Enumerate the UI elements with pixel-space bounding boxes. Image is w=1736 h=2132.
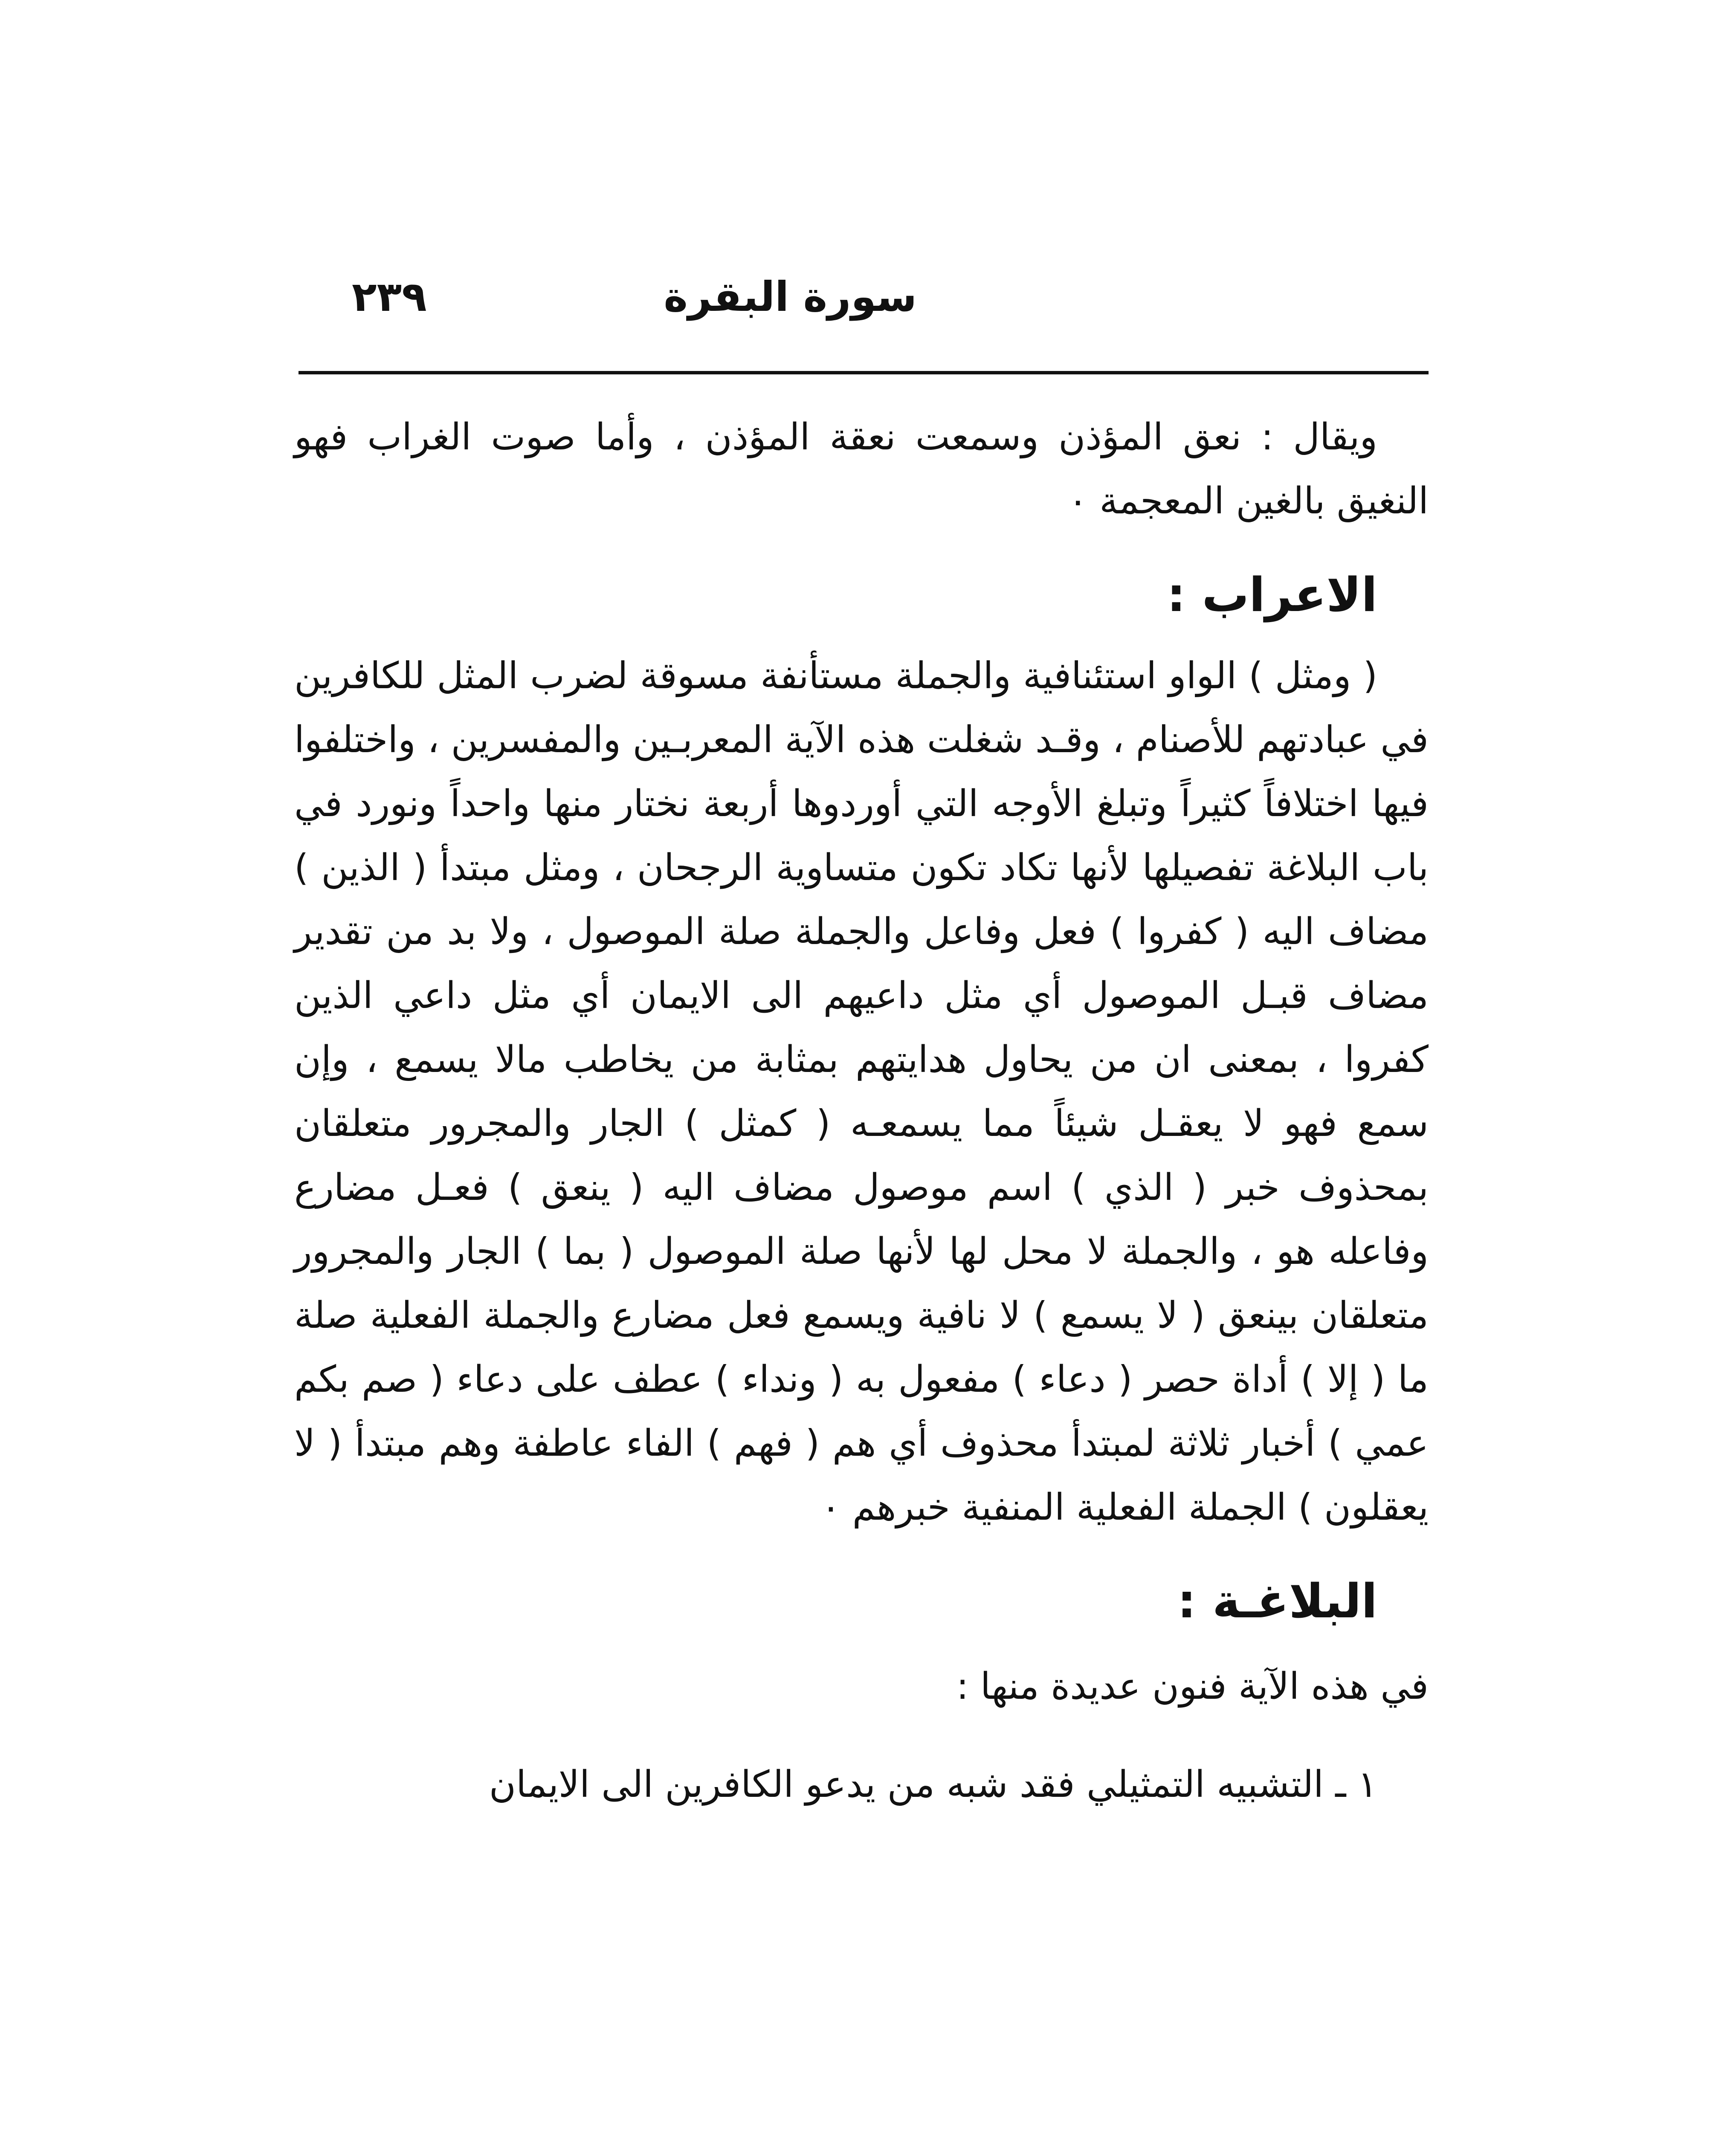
balagha-intro: في هذه الآية فنون عديدة منها : — [956, 1665, 1429, 1708]
intro-paragraph: ويقال : نعق المؤذن وسمعت نعقة المؤذن ، وأما صوت الغراب فهو النغيق بالغين المعجمة ٠ — [294, 416, 1429, 522]
page-body — [294, 405, 1429, 1816]
header-rule — [299, 371, 1429, 374]
page-number: ٢٣٩ — [352, 273, 427, 321]
balagha-heading: البلاغـة : — [1177, 1574, 1377, 1628]
iraab-paragraph: ( ومثل ) الواو استئنافية والجملة مستأنفة مسوقة لضرب المثل للكافرين في عبادتهم للأصنام ، وقـد شغلت هذه الآية المعربـين والمفسرين ، واختلفوا فيها اختلافاً كثيراً وتبلغ الأوجه التي أوردوها أربعة نختار منها واحداً ونورد في باب البلاغة تفصيلها لأنها تكاد تكون متساوية الرجحان ، ومثل مبتدأ ( الذين ) مضاف اليه ( كفروا ) فعل وفاعل والجملة صلة الموصول ، ولا بد من تقدير مضاف قبـل الموصول أي مثل داعيهم الى الايمان أي مثل داعي الذين كفروا ، بمعنى ان من يحاول هدايتهم بمثابة من يخاطب مالا يسمع ، وإن سمع فهو لا يعقـل شيئاً مما يسمعـه ( كمثل ) الجار والمجرور متعلقان بمحذوف خبر ( الذي ) اسم موصول مضاف اليه ( ينعق ) فعـل مضارع وفاعله هو ، والجملة لا محل لها لأنها صلة الموصول ( بما ) الجار والمجرور متعلقان بينعق ( لا يسمع ) لا نافية ويسمع فعل مضارع والجملة الفعلية صلة ما ( إلا ) أداة حصر ( دعاء ) مفعول به ( ونداء ) عطف على دعاء ( صم بكم عمي ) أخبار ثلاثة لمبتدأ محذوف أي هم ( فهم ) الفاء عاطفة وهم مبتدأ ( لا يعقلون ) الجملة الفعلية المنفية خبرهم ٠ — [294, 655, 1429, 1529]
iraab-heading: الاعراب : — [1167, 568, 1377, 622]
page-header — [299, 273, 1429, 350]
surah-title: سورة البقرة — [664, 273, 917, 321]
balagha-item-1: ١ ـ التشبيه التمثيلي فقد شبه من يدعو الكافرين الى الايمان — [489, 1763, 1377, 1806]
